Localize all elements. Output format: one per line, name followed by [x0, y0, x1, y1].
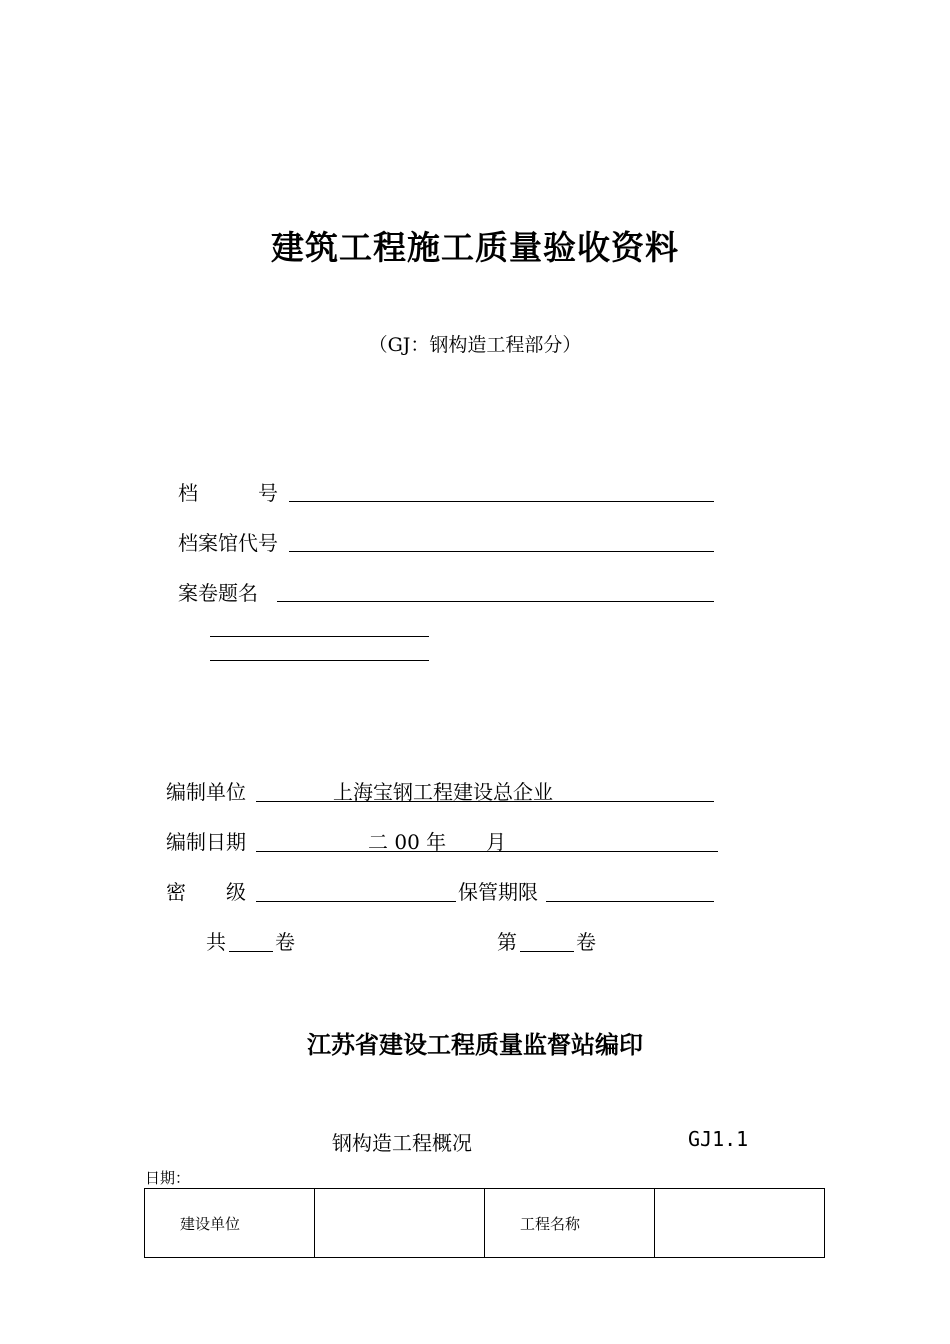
volume-title-field-line-2[interactable]: [210, 636, 429, 637]
file-no-field[interactable]: [289, 501, 714, 502]
section-code: GJ1.1: [688, 1127, 749, 1151]
project-name-label: 工程名称: [485, 1189, 655, 1258]
volume-title-field-line-3[interactable]: [210, 660, 429, 661]
compile-date-label: 编制日期: [166, 830, 246, 854]
retention-period-field[interactable]: [546, 901, 714, 902]
compile-date-field[interactable]: [256, 851, 718, 852]
compile-unit-field[interactable]: [256, 801, 714, 802]
volume-title-label: 案卷题名: [178, 581, 258, 605]
section-title: 钢构造工程概况: [332, 1131, 472, 1155]
volume-no-suffix: 卷: [576, 930, 596, 954]
volume-title-field[interactable]: [277, 601, 714, 602]
volume-no-prefix: 第: [497, 930, 517, 954]
total-volumes-suffix: 卷: [275, 930, 295, 954]
project-name-value[interactable]: [655, 1189, 825, 1258]
secret-level-field[interactable]: [256, 901, 456, 902]
archive-code-field[interactable]: [289, 551, 714, 552]
construction-unit-label: 建设单位: [145, 1189, 315, 1258]
compile-unit-label: 编制单位: [166, 780, 246, 804]
date-label: 日期：: [145, 1169, 191, 1187]
compile-unit-value: 上海宝钢工程建设总企业: [333, 780, 553, 804]
file-no-label: 档 号: [178, 481, 278, 505]
document-title: 建筑工程施工质量验收资料: [271, 228, 679, 267]
table-row: [145, 1189, 825, 1258]
document-subtitle: （GJ：钢构造工程部分）: [368, 334, 582, 356]
publisher: 江苏省建设工程质量监督站编印: [307, 1030, 643, 1059]
total-volumes-prefix: 共: [206, 930, 226, 954]
archive-code-label: 档案馆代号: [178, 531, 278, 555]
construction-unit-value[interactable]: [315, 1189, 485, 1258]
total-volumes-field[interactable]: [229, 951, 273, 952]
project-info-table: [144, 1188, 825, 1258]
secret-level-label: 密 级: [166, 880, 246, 904]
volume-no-field[interactable]: [520, 951, 574, 952]
compile-date-value: 二 00 年 月: [368, 830, 507, 854]
retention-period-label: 保管期限: [458, 880, 538, 904]
